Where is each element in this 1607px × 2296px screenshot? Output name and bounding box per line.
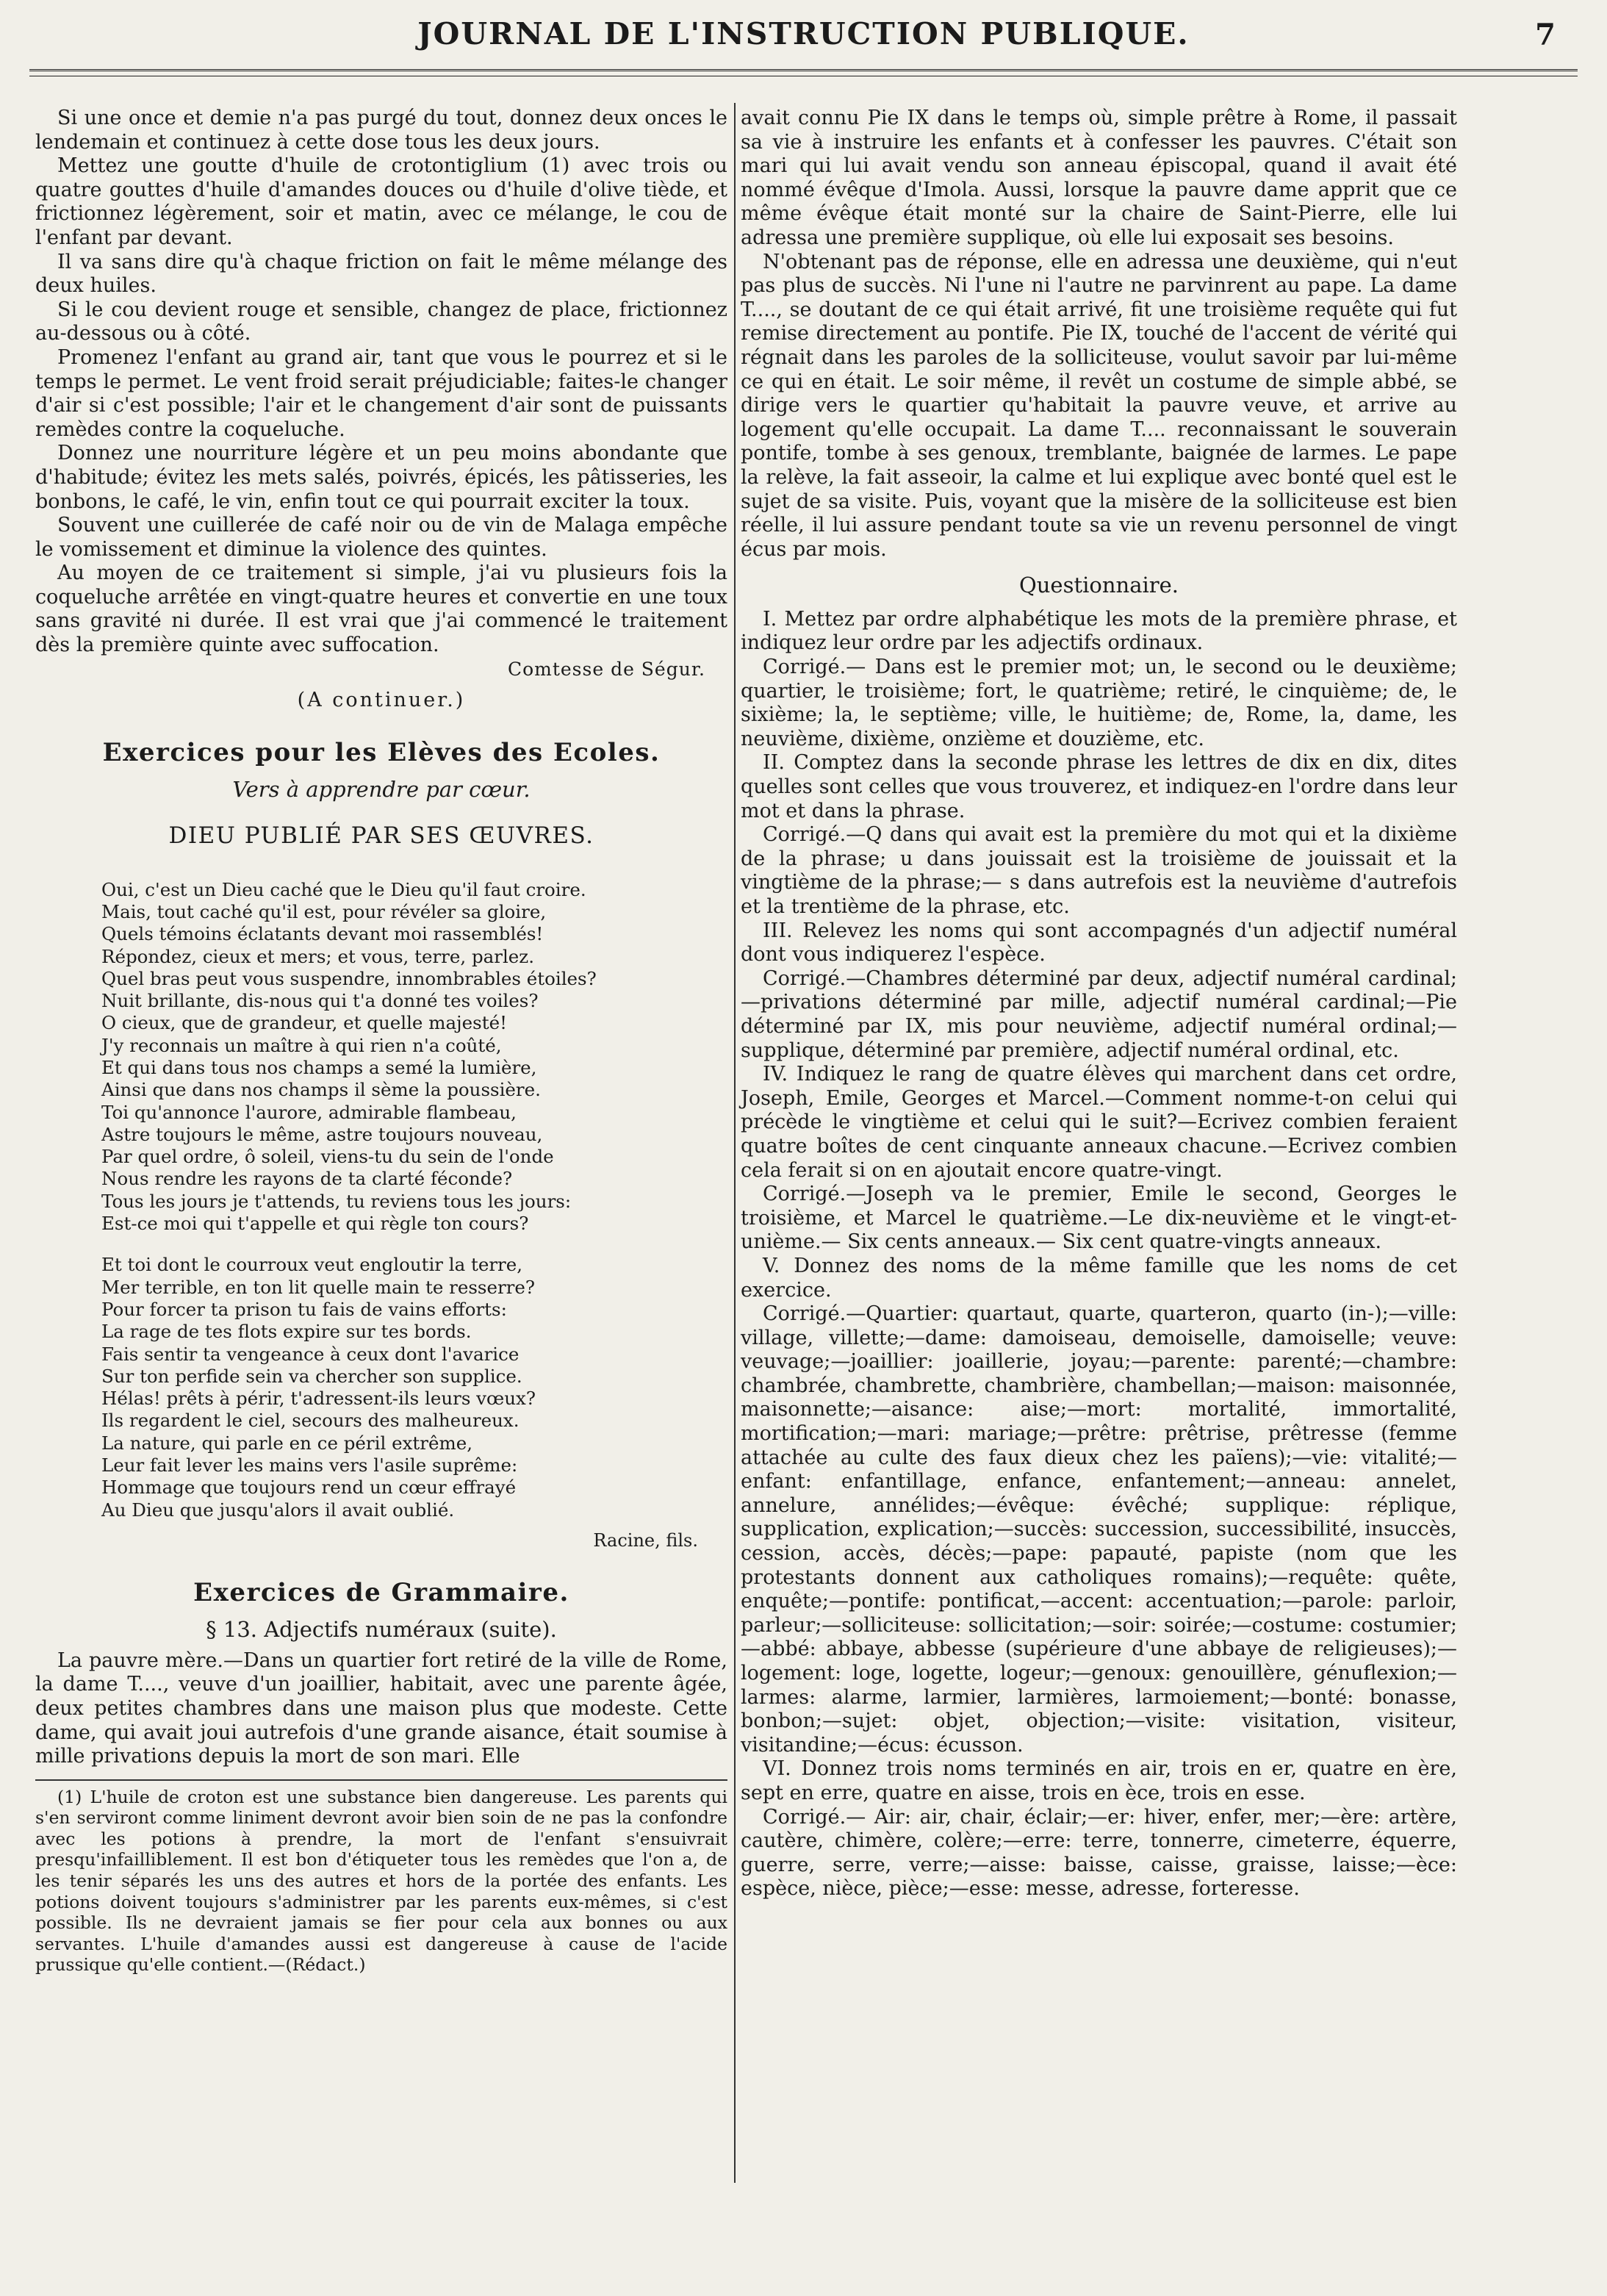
poem-line: Ils regardent le ciel, secours des malheureux. [101, 1410, 520, 1432]
poem [101, 879, 727, 1521]
author-signature: Comtesse de Ségur. [507, 658, 705, 680]
paragraph: Donnez une nourriture légère et un peu moins abondante que d'habitude; évitez les mets salés, poivrés, épicés, les pâtisseries, les bonbons, le café, le vin, enfin tout ce qui pourrait exciter la toux. [35, 442, 727, 513]
poem-line: Mer terrible, en ton lit quelle main te resserre? [101, 1276, 536, 1298]
header-rule [29, 69, 1578, 76]
answer: Corrigé.— Dans est le premier mot; un, le second ou le deuxième; quartier, le troisième; fort, le quatrième; retiré, le cinquième; de, le sixième; la, le septième; ville, le huitième; de, Rome, la, dame, les neuvième, dixième, onzième et douzième, etc. [741, 656, 1457, 750]
poem-line: Nous rendre les rayons de ta clarté féconde? [101, 1168, 513, 1190]
poem-line: Quel bras peut vous suspendre, innombrables étoiles? [101, 967, 597, 989]
question: III. Relevez les noms qui sont accompagnés d'un adjectif numéral dont vous indiquerez l'espèce. [741, 919, 1457, 966]
answer: Corrigé.— Air: air, chair, éclair;—er: hiver, enfer, mer;—ère: artère, cautère, chimère, colère;—erre: terre, tonnerre, cimeterre, équerre, guerre, serre, verre;—aisse: baisse, caisse, graisse, laisse;—èce: espèce, nièce, pièce;—esse: messe, adresse, forteresse. [741, 1805, 1457, 1901]
poem-line: Fais sentir ta vengeance à ceux dont l'avarice [101, 1343, 520, 1365]
answer: Corrigé.—Chambres déterminé par deux, adjectif numéral cardinal;—privations déterminé par mille, adjectif numéral cardinal;—Pie déterminé par IX, mis pour neuvième, adjectif numéral ordinal;—supplique, déterminé par première, adjectif numéral ordinal, etc. [741, 966, 1457, 1062]
poem-line: Hommage que toujours rend un cœur effrayé [101, 1477, 517, 1499]
poem-line: Leur fait lever les mains vers l'asile suprême: [101, 1454, 518, 1477]
poem-line: Nuit brillante, dis-nous qui t'a donné tes voiles? [101, 990, 539, 1012]
stanza-gap [101, 1235, 727, 1254]
poem-line: Toi qu'annonce l'aurore, admirable flambeau, [101, 1101, 517, 1123]
poem-line: Ainsi que dans nos champs il sème la poussière. [101, 1079, 541, 1101]
journal-title: JOURNAL DE L'INSTRUCTION PUBLIQUE. [417, 16, 1190, 51]
answer: Corrigé.—Quartier: quartaut, quarte, quarteron, quarto (in-);—ville: village, villette;—dame: damoiseau, demoiselle, damoiselle; veuve: veuvage;—joaillier: joaillerie, joyau;—parente: parenté;—chambre: chambrée, chambrette, chambrière, chambellan;—maison: maisonnée, maisonnette;—aisance: aise;—mort: mortalité, immortalité, mortification;—mari: mariage;—prêtre: prêtrise, prêtresse (femme attachée au culte des faux dieux chez les païens);—vie: vitalité;—enfant: enfantillage, enfance, enfantement;—anneau: annelet, annelure, annélides;—évêque: évêché; supplique: réplique, supplication, explication;—succès: succession, successibilité, insuccès, cession, accès, décès;—pape: papauté, papiste (nom que les protestants donnent aux catholiques romains);—requête: quête, enquête;—pontife: pontificat,—accent: accentuation;—parole: parloir, parleur;—solliciteuse: sollicitation;—soir: soirée;—costume: costumier;—abbé: abbaye, abbesse (supérieure d'une abbaye de religieuses);—logement: loge, logette, logeur;—genoux: genouillère, génuflexion;—larmes: alarme, larmier, larmières, larmoiement;—bonté: bonasse, bonbon;—sujet: objet, objection;—visite: visitation, visiteur, visitandine;—écus: écusson. [741, 1302, 1457, 1757]
poem-line: Et qui dans tous nos champs a semé la lumière, [101, 1057, 537, 1078]
paragraph: Si le cou devient rouge et sensible, changez de place, frictionnez au-dessous ou à côté. [35, 298, 727, 345]
poem-line: Répondez, cieux et mers; et vous, terre, parlez. [101, 945, 534, 967]
section-title-exercices: Exercices pour les Elèves des Ecoles. [102, 737, 661, 767]
footnote-rule [35, 1779, 727, 1781]
poem-line: Mais, tout caché qu'il est, pour révéler sa gloire, [101, 900, 547, 922]
left-column [35, 107, 727, 1976]
poem-line: Par quel ordre, ô soleil, viens-tu du sein de l'onde [101, 1146, 554, 1168]
poem-line: Tous les jours je t'attends, tu reviens tous les jours: [101, 1190, 572, 1212]
paragraph: Il va sans dire qu'à chaque friction on fait le même mélange des deux huiles. [35, 250, 727, 298]
questionnaire-title: Questionnaire. [1018, 573, 1179, 598]
paragraph: Souvent une cuillerée de café noir ou de vin de Malaga empêche le vomissement et diminue la violence des quintes. [35, 514, 727, 561]
poem-line: Sur ton perfide sein va chercher son supplice. [101, 1365, 522, 1387]
question: VI. Donnez trois noms terminés en air, trois en er, quatre en ère, sept en erre, quatre en aisse, trois en èce, trois en esse. [741, 1757, 1457, 1804]
right-column [741, 107, 1457, 1901]
answer: Corrigé.—Q dans qui avait est la première du mot qui et la dixième de la phrase; u dans jouissait est la troisième de jouissait et la vingtième de la phrase;— s dans autrefois est la neuvième d'autrefois et la trentième de la phrase, etc. [741, 823, 1457, 918]
column-divider [734, 103, 736, 2183]
question: IV. Indiquez le rang de quatre élèves qui marchent dans cet ordre, Joseph, Emile, Georges et Marcel.—Comment nomme-t-on celui qui précède le vingtième et celui qui le suit?—Ecrivez combien feraient quatre boîtes de cent cinquante anneaux chacune.—Ecrivez combien cela ferait si on en ajoutait encore quatre-vingt. [741, 1063, 1457, 1182]
answer: Corrigé.—Joseph va le premier, Emile le second, Georges le troisième, et Marcel le quatrième.—Le dix-neuvième et le vingt-et-unième.— Six cents anneaux.— Six cent quatre-vingts anneaux. [741, 1183, 1457, 1254]
paragraph: Au moyen de ce traitement si simple, j'ai vu plusieurs fois la coqueluche arrêtée en vingt-quatre heures et convertie en une toux sans gravité ni durée. Il est vrai que j'ai commencé le traitement dès la première quinte avec suffocation. [35, 562, 727, 657]
question: II. Comptez dans la seconde phrase les lettres de dix en dix, dites quelles sont celles que vous trouverez, et indiquez-en l'ordre dans leur mot et dans la phrase. [741, 751, 1457, 822]
verse-subtitle: Vers à apprendre par cœur. [232, 777, 531, 803]
poem-line: Et toi dont le courroux veut engloutir la terre, [101, 1254, 523, 1276]
poem-line: La rage de tes flots expire sur tes bords. [101, 1321, 472, 1343]
paragraph: Promenez l'enfant au grand air, tant que vous le pourrez et si le temps le permet. Le vent froid serait préjudiciable; faites-le changer d'air si c'est possible; l'air et le changement d'air sont de puissants remèdes contre la coqueluche. [35, 345, 727, 441]
poem-line: Quels témoins éclatants devant moi rassemblés! [101, 923, 544, 945]
poem-line: Astre toujours le même, astre toujours nouveau, [101, 1123, 543, 1145]
page-number: 7 [1535, 18, 1556, 52]
grammar-subtitle: § 13. Adjectifs numéraux (suite). [206, 1617, 557, 1643]
poem-line: O cieux, que de grandeur, et quelle majesté! [101, 1012, 507, 1034]
poem-author: Racine, fils. [593, 1529, 698, 1551]
question: I. Mettez par ordre alphabétique les mots de la première phrase, et indiquez leur ordre par les adjectifs ordinaux. [741, 607, 1457, 655]
page-header [0, 6, 1607, 72]
section-title-grammaire: Exercices de Grammaire. [193, 1577, 569, 1607]
paragraph: Si une once et demie n'a pas purgé du tout, donnez deux onces le lendemain et continuez à cette dose tous les deux jours. [35, 107, 727, 154]
paragraph: Mettez une goutte d'huile de crotontiglium (1) avec trois ou quatre gouttes d'huile d'amandes douces ou d'huile d'olive tiède, et frictionnez légèrement, soir et matin, avec ce mélange, le cou de l'enfant par devant. [35, 154, 727, 249]
poem-line: J'y reconnais un maître à qui rien n'a coûté, [101, 1034, 502, 1056]
footnote: (1) L'huile de croton est une substance bien dangereuse. Les parents qui s'en serviront comme liniment devront avoir bien soin de ne pas la confondre avec les potions à prendre, la mort de l'enfant s'ensuivrait presqu'infailliblement. Il est bon d'étiqueter tous les remèdes que l'on a, de les tenir séparés les uns des autres et hors de la portée des enfants. Les potions doivent toujours s'administrer par les parents eux-mêmes, si c'est possible. Ils ne devraient jamais se fier pour cela aux bonnes ou aux servantes. L'huile d'amandes aussi est dangereuse à cause de l'acide prussique qu'elle contient.—(Rédact.) [35, 1786, 727, 1976]
story-paragraph: La pauvre mère.—Dans un quartier fort retiré de la ville de Rome, la dame T...., veuve d'un joaillier, habitait, avec une parente âgée, deux petites chambres dans une maison plus que modeste. Cette dame, qui avait joui autrefois d'une grande aisance, était soumise à mille privations depuis la mort de son mari. Elle [35, 1649, 727, 1768]
story-paragraph: N'obtenant pas de réponse, elle en adressa une deuxième, qui n'eut pas plus de succès. Ni l'une ni l'autre ne parvinrent au pape. La dame T...., se doutant de ce qui était arrivé, fit une troisième requête qui fut remise directement au pontife. Pie IX, touché de l'accent de vérité qui régnait dans les paroles de la solliciteuse, voulut savoir par lui-même ce qui en était. Le soir même, il revêt un costume de simple abbé, se dirige vers le quartier qu'habitait la pauvre veuve, et arrive au logement qu'elle occupait. La dame T.... reconnaissant le souverain pontife, tombe à ses genoux, tremblante, baignée de larmes. Le pape la relève, la fait asseoir, la calme et lui explique avec bonté quel est le sujet de sa visite. Puis, voyant que la misère de la solliciteuse est bien réelle, il lui assure pendant toute sa vie un revenu personnel de vingt écus par mois. [741, 250, 1457, 561]
poem-line: Au Dieu que jusqu'alors il avait oublié. [101, 1499, 455, 1521]
to-be-continued: (A continuer.) [297, 689, 466, 712]
poem-line: Hélas! prêts à périr, t'adressent-ils leurs vœux? [101, 1388, 536, 1410]
poem-line: Oui, c'est un Dieu caché que le Dieu qu'il faut croire. [101, 878, 586, 900]
story-paragraph: avait connu Pie IX dans le temps où, simple prêtre à Rome, il passait sa vie à instruire les enfants et à confesser les pauvres. C'était son mari qui lui avait vendu son anneau épiscopal, quand il avait été nommé évêque d'Imola. Aussi, lorsque la pauvre dame apprit que ce même évêque était monté sur la chaire de Saint-Pierre, elle lui adressa une première supplique, où elle lui exposait ses besoins. [741, 107, 1457, 249]
question: V. Donnez des noms de la même famille que les noms de cet exercice. [741, 1254, 1457, 1302]
poem-line: Est-ce moi qui t'appelle et qui règle ton cours? [101, 1213, 529, 1235]
poem-line: Pour forcer ta prison tu fais de vains efforts: [101, 1298, 507, 1320]
poem-title: DIEU PUBLIÉ PAR SES ŒUVRES. [168, 822, 594, 850]
poem-line: La nature, qui parle en ce péril extrême, [101, 1432, 472, 1454]
